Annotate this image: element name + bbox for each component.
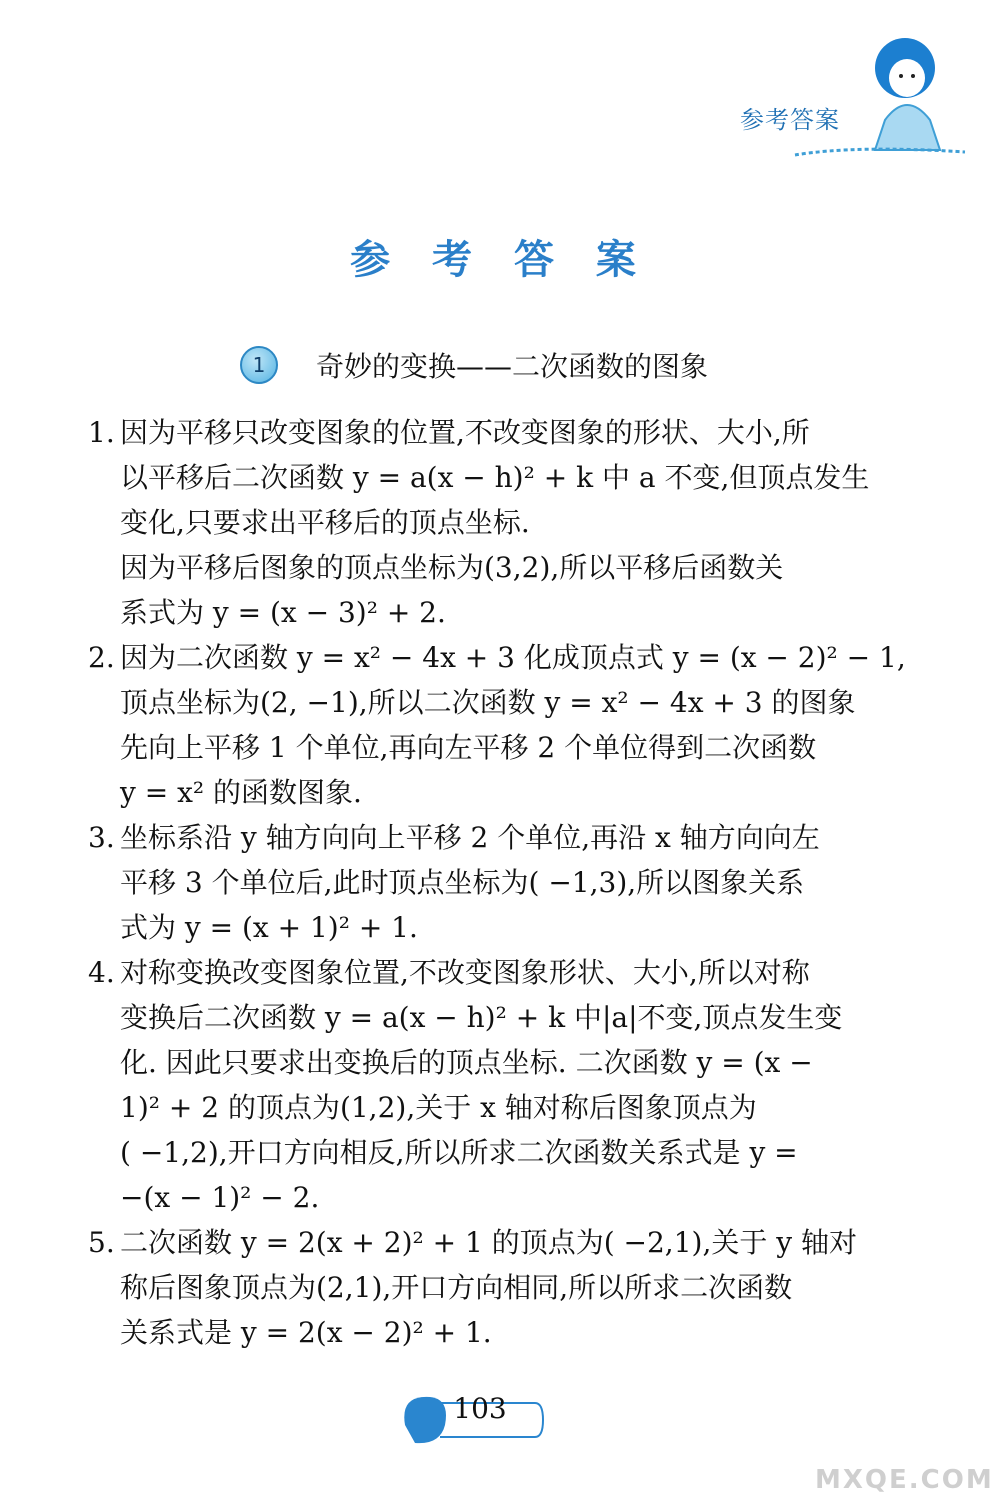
- page-number: 103: [453, 1392, 507, 1425]
- header-label: 参考答案: [740, 106, 840, 134]
- answer-line: 式为 y = (x + 1)² + 1.: [120, 911, 418, 944]
- answer-number: 4.: [88, 956, 115, 989]
- answer-line: 先向上平移 1 个单位,再向左平移 2 个单位得到二次函数: [120, 731, 817, 764]
- answer-list: [88, 410, 906, 1355]
- answer-item: [88, 1220, 888, 1355]
- answer-line: ( −1,2),开口方向相反,所以所求二次函数关系式是 y =: [120, 1136, 798, 1169]
- answer-item: [88, 950, 888, 1220]
- answer-number: 2.: [88, 641, 115, 674]
- answer-item: [88, 410, 888, 635]
- answer-line: −(x − 1)² − 2.: [120, 1181, 320, 1214]
- answer-line: 系式为 y = (x − 3)² + 2.: [120, 596, 446, 629]
- answer-line: 平移 3 个单位后,此时顶点坐标为( −1,3),所以图象关系: [120, 866, 805, 899]
- section-heading: [240, 345, 708, 385]
- answer-line: 称后图象顶点为(2,1),开口方向相同,所以所求二次函数: [120, 1271, 793, 1304]
- answer-line: 因为平移后图象的顶点坐标为(3,2),所以平移后函数关: [120, 551, 784, 584]
- answer-line: 变换后二次函数 y = a(x − h)² + k 中|a|不变,顶点发生变: [120, 1001, 843, 1034]
- answer-line: 因为平移只改变图象的位置,不改变图象的形状、大小,所: [120, 416, 810, 449]
- answer-line: 变化,只要求出平移后的顶点坐标.: [120, 506, 530, 539]
- watermark-text: MXQE.COM: [815, 1465, 994, 1495]
- answer-item: [88, 815, 888, 950]
- answer-line: 坐标系沿 y 轴方向向上平移 2 个单位,再沿 x 轴方向向左: [120, 821, 820, 854]
- answer-number: 3.: [88, 821, 115, 854]
- section-number-badge: 1: [240, 346, 278, 384]
- answer-line: 1)² + 2 的顶点为(1,2),关于 x 轴对称后图象顶点为: [120, 1091, 757, 1124]
- section-title: 奇妙的变换——二次函数的图象: [316, 350, 709, 383]
- answer-line: 二次函数 y = 2(x + 2)² + 1 的顶点为( −2,1),关于 y 轴对: [120, 1226, 857, 1259]
- answer-line: 化. 因此只要求出变换后的顶点坐标. 二次函数 y = (x −: [120, 1046, 813, 1079]
- answer-number: 1.: [88, 416, 115, 449]
- answer-line: 因为二次函数 y = x² − 4x + 3 化成顶点式 y = (x − 2)² − 1,: [120, 641, 906, 674]
- answer-number: 5.: [88, 1226, 115, 1259]
- answer-line: 关系式是 y = 2(x − 2)² + 1.: [120, 1316, 492, 1349]
- answer-line: 顶点坐标为(2, −1),所以二次函数 y = x² − 4x + 3 的图象: [120, 686, 856, 719]
- answer-line: y = x² 的函数图象.: [120, 776, 362, 809]
- answer-line: 以平移后二次函数 y = a(x − h)² + k 中 a 不变,但顶点发生: [120, 461, 870, 494]
- answer-line: 对称变换改变图象位置,不改变图象形状、大小,所以对称: [120, 956, 810, 989]
- page-title: 参 考 答 案: [350, 237, 650, 283]
- answer-item: [88, 635, 906, 815]
